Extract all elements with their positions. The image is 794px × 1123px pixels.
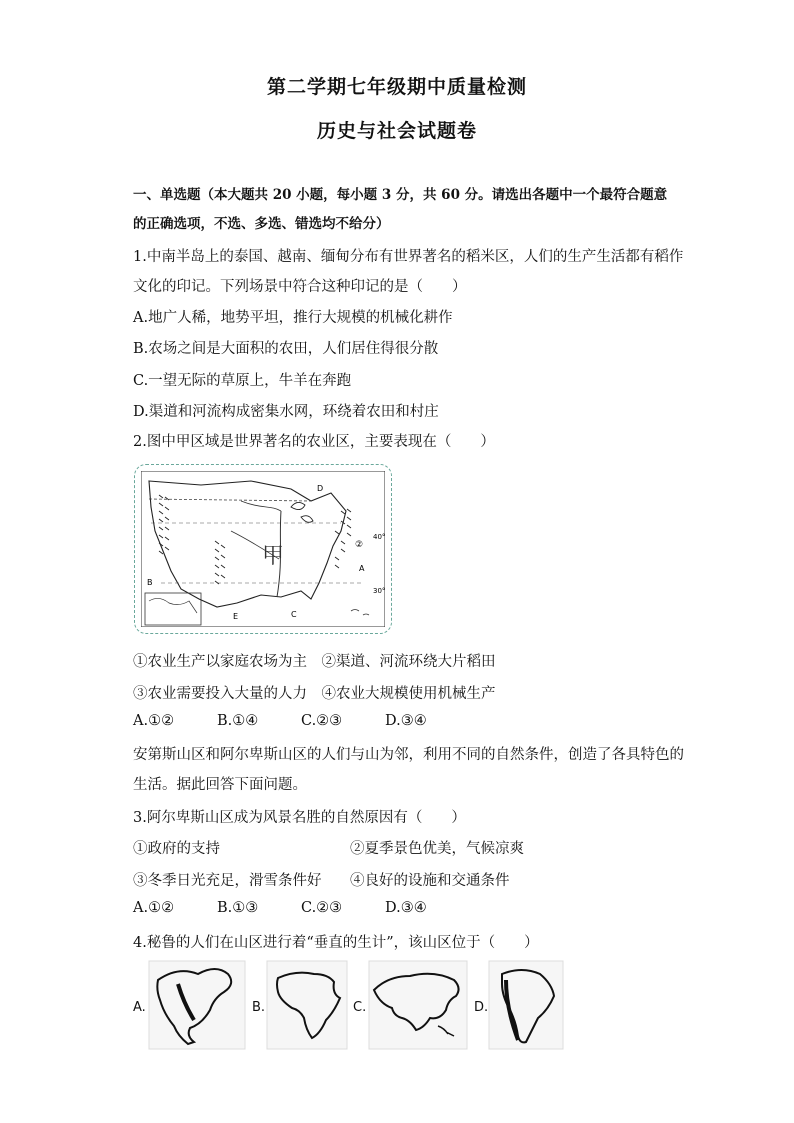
q1-option-a: A.地广人稀，地势平坦，推行大规模的机械化耕作 (133, 310, 453, 326)
q1-stem-line1: 1.中南半岛上的泰国、越南、缅甸分布有世界著名的稻米区，人们的生产生活都有稻作 (133, 249, 684, 265)
map-label-2: ② (355, 540, 364, 550)
north-america-agriculture-map (134, 464, 392, 634)
north-america-outline-image (148, 960, 246, 1050)
q4-label-b: B. (252, 1000, 266, 1015)
q2-option-b: B.①④ (217, 713, 259, 729)
q3-options (133, 900, 427, 916)
q1-option-d: D.渠道和河流构成密集水网，环绕着农田和村庄 (133, 404, 439, 420)
asia-outline-image (368, 960, 468, 1050)
map-label-c: C (291, 610, 297, 619)
south-america-outline-image (488, 960, 564, 1050)
map-label-30: 30° (373, 587, 385, 595)
map-label-b: B (147, 578, 153, 587)
q4-label-d: D. (474, 1000, 489, 1015)
map-label-d: D (317, 484, 324, 493)
q3-option-a: A.①② (133, 900, 175, 916)
q2-option-a: A.①② (133, 713, 175, 729)
q3-statement-3: ③冬季日光充足，滑雪条件好 (133, 873, 322, 889)
q2-options (133, 713, 427, 729)
intro-line2: 生活。据此回答下面问题。 (133, 777, 307, 793)
intro-line1: 安第斯山区和阿尔卑斯山区的人们与山为邻，利用不同的自然条件，创造了各具特色的 (133, 747, 684, 763)
map-label-e: E (233, 612, 239, 621)
exam-subtitle: 历史与社会试题卷 (316, 120, 477, 142)
q1-stem-line2: 文化的印记。下列场景中符合这种印记的是（ ） (133, 279, 467, 295)
exam-title: 第二学期七年级期中质量检测 (266, 76, 527, 98)
q3-statement-2: ②夏季景色优美，气候凉爽 (350, 841, 524, 857)
q3-option-d: D.③④ (385, 900, 427, 916)
map-label-40: 40° (373, 533, 385, 541)
q2-option-d: D.③④ (385, 713, 427, 729)
q3-statement-1: ①政府的支持 (133, 841, 220, 857)
q2-stem: 2.图中甲区域是世界著名的农业区，主要表现在（ ） (133, 434, 495, 450)
map-label-jia: 甲 (262, 544, 285, 569)
q2-statements-1: ①农业生产以家庭农场为主 ②渠道、河流环绕大片稻田 (133, 654, 496, 670)
q4-label-a: A. (133, 1000, 146, 1015)
q4-stem: 4.秘鲁的人们在山区进行着“垂直的生计”，该山区位于（ ） (133, 935, 539, 951)
q3-statement-4: ④良好的设施和交通条件 (350, 873, 510, 889)
section-heading-line2: 的正确选项，不选、多选、错选均不给分） (133, 216, 390, 232)
q1-option-b: B.农场之间是大面积的农田，人们居住得很分散 (133, 341, 439, 357)
q3-option-b: B.①③ (217, 900, 259, 916)
q3-option-c: C.②③ (301, 900, 343, 916)
map-label-a: A (359, 564, 365, 573)
q4-label-c: C. (353, 1000, 367, 1015)
africa-outline-image (266, 960, 348, 1050)
q2-option-c: C.②③ (301, 713, 343, 729)
section-heading-line1: 一、单选题（本大题共 20 小题，每小题 3 分，共 60 分。请选出各题中一个最符合题意 (133, 187, 668, 203)
q3-stem: 3.阿尔卑斯山区成为风景名胜的自然原因有（ ） (133, 810, 466, 826)
q1-option-c: C.一望无际的草原上，牛羊在奔跑 (133, 373, 352, 389)
map-drawing (141, 471, 385, 627)
q2-statements-2: ③农业需要投入大量的人力 ④农业大规模使用机械生产 (133, 686, 496, 702)
